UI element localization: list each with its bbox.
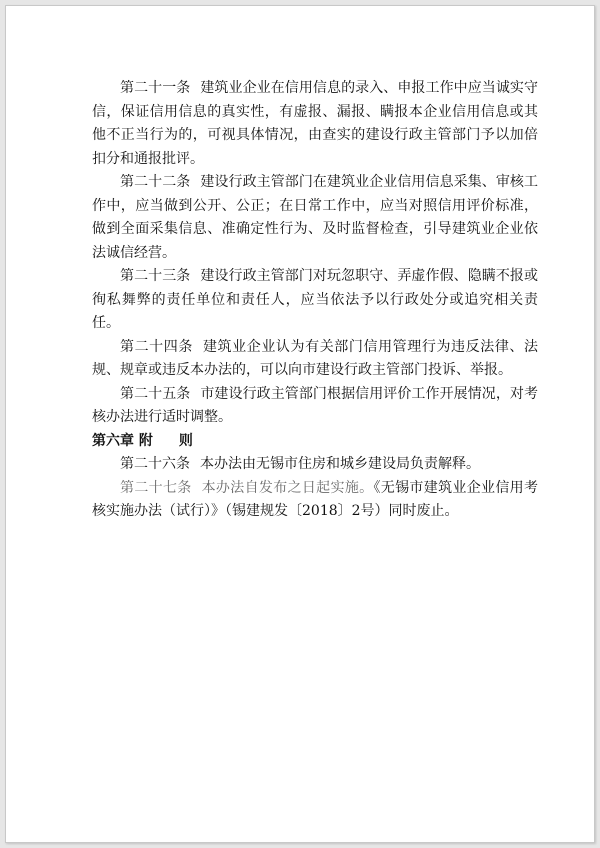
article-text: 建设行政主管部门对玩忽职守、弄虚作假、隐瞒不报或徇私舞弊的责任单位和责任人，应当依法予以行政处分或追究相关责任。 — [92, 268, 539, 331]
article-number: 第二十二条 — [120, 174, 191, 190]
article-number: 第二十一条 — [120, 80, 191, 96]
article-text: 建筑业企业认为有关部门信用管理行为违反法律、法规、规章或违反本办法的，可以向市建设行政主管部门投诉、举报。 — [92, 338, 539, 378]
article-number: 第二十五条 — [120, 385, 191, 402]
article-number: 第二十七条 — [120, 479, 192, 496]
chapter-title-part1: 附 — [138, 432, 153, 449]
article-21 — [92, 77, 538, 171]
article-text: 市建设行政主管部门根据信用评价工作开展情况，对考核办法进行适时调整。 — [92, 385, 539, 425]
article-number: 第二十六条 — [120, 456, 190, 472]
article-26 — [92, 453, 538, 477]
article-25 — [92, 383, 538, 430]
article-number: 第二十四条 — [120, 338, 193, 355]
article-text: 《无锡市建筑业企业信用考核实施办法（试行）》（锡建规发〔2018〕2号）同时废止。 — [92, 479, 539, 519]
chapter-label: 第六章 — [92, 432, 134, 449]
document-page — [5, 5, 595, 843]
chapter-title-part2: 则 — [178, 432, 193, 449]
article-text-lead: 本办法自发布之日起实施。 — [201, 479, 374, 496]
article-22 — [92, 171, 538, 265]
document-body — [92, 77, 538, 524]
article-27 — [92, 477, 538, 524]
article-text: 建设行政主管部门在建筑业企业信用信息采集、审核工作中，应当做到公开、公正；在日常工作中，应当对照信用评价标准，做到全面采集信息、准确定性行为、及时监督检查，引导建筑业企业依法诚信经营。 — [92, 174, 539, 261]
article-text: 建筑业企业在信用信息的录入、申报工作中应当诚实守信，保证信用信息的真实性，有虚报、漏报、瞒报本企业信用信息或其他不正当行为的，可视具体情况，由查实的建设行政主管部门予以加倍扣分和通报批评。 — [92, 80, 539, 167]
article-24 — [92, 336, 538, 383]
chapter-heading — [92, 430, 538, 454]
article-text: 本办法由无锡市住房和城乡建设局负责解释。 — [200, 456, 480, 472]
article-23 — [92, 265, 538, 336]
article-number: 第二十三条 — [120, 268, 191, 284]
